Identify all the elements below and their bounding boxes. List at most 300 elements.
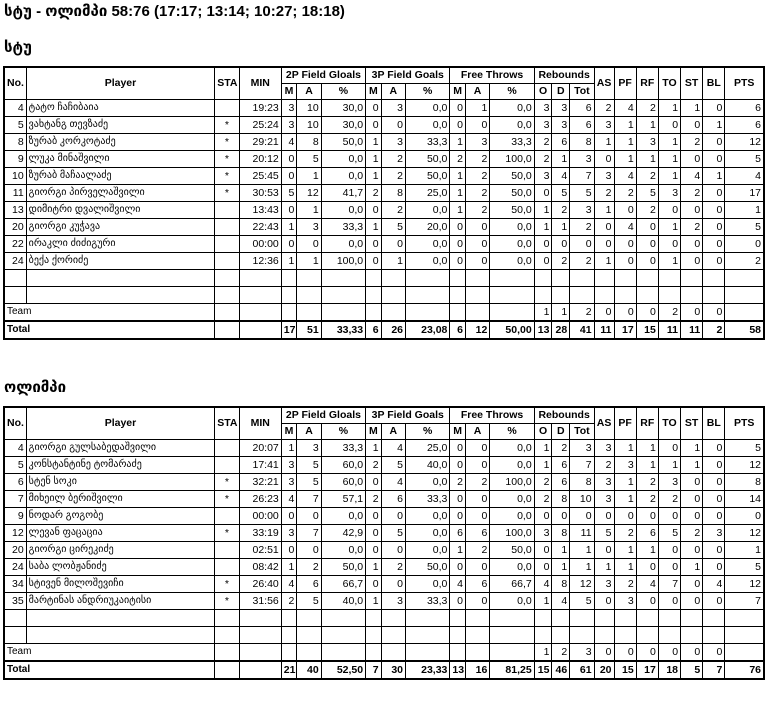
empty-cell xyxy=(281,644,297,662)
stat-cell: 0 xyxy=(636,559,658,576)
player-number: 4 xyxy=(4,100,26,117)
stat-cell: 6 xyxy=(450,321,466,339)
stat-cell: 6 xyxy=(570,100,594,117)
stat-cell: 50,0 xyxy=(406,151,450,168)
empty-cell xyxy=(725,287,764,304)
player-number: 9 xyxy=(4,508,26,525)
stat-cell: 41 xyxy=(570,321,594,339)
player-number: 5 xyxy=(4,457,26,474)
stat-cell: 0 xyxy=(681,542,703,559)
col-header-2p: 2P Field Gloals xyxy=(281,67,365,84)
empty-cell xyxy=(725,627,764,644)
stat-cell: 0 xyxy=(703,202,725,219)
stat-cell: 3 xyxy=(281,474,297,491)
header-row xyxy=(4,407,764,424)
player-name: გიორგი ცირეკიძე xyxy=(26,542,215,559)
stat-cell: 1 xyxy=(552,304,570,322)
empty-cell xyxy=(366,304,382,322)
stat-cell: 4 xyxy=(614,168,636,185)
player-name: ნოდარ გოგობე xyxy=(26,508,215,525)
empty-cell xyxy=(321,270,365,287)
stat-cell: 40,0 xyxy=(406,457,450,474)
empty-cell xyxy=(681,270,703,287)
stat-cell: 2 xyxy=(381,151,405,168)
stat-cell: 12 xyxy=(725,134,764,151)
player-name: ლუკა მინაშვილი xyxy=(26,151,215,168)
stat-cell: 0 xyxy=(703,474,725,491)
empty-cell xyxy=(552,610,570,627)
player-row xyxy=(4,508,764,525)
stat-cell: 0 xyxy=(450,100,466,117)
stat-cell: 1 xyxy=(534,304,552,322)
stat-cell: 2 xyxy=(725,253,764,270)
stat-cell: 2 xyxy=(450,474,466,491)
stat-cell: 0 xyxy=(450,236,466,253)
starter-mark xyxy=(215,457,239,474)
col-header-no: No. xyxy=(4,67,26,100)
stat-cell: 17 xyxy=(725,185,764,202)
player-name: სტივენ მილოშევიჩი xyxy=(26,576,215,593)
stat-cell: 2 xyxy=(570,253,594,270)
stat-cell: 20,0 xyxy=(406,219,450,236)
stat-cell: 0 xyxy=(681,304,703,322)
stat-cell: 11 xyxy=(594,321,614,339)
stat-cell: 1 xyxy=(703,117,725,134)
stat-cell: 2 xyxy=(381,202,405,219)
stat-cell: 2 xyxy=(681,185,703,202)
col-subheader-m: M xyxy=(281,424,297,440)
empty-cell xyxy=(215,644,239,662)
stat-cell: 0 xyxy=(614,508,636,525)
stat-cell: 1 xyxy=(366,219,382,236)
stat-cell: 22:43 xyxy=(239,219,281,236)
stat-cell: 1 xyxy=(366,593,382,610)
stat-cell: 0 xyxy=(366,508,382,525)
stat-cell: 3 xyxy=(465,134,489,151)
stat-cell: 4 xyxy=(450,576,466,593)
stat-cell: 3 xyxy=(614,593,636,610)
stat-cell: 1 xyxy=(281,219,297,236)
player-number: 20 xyxy=(4,542,26,559)
stat-cell: 0 xyxy=(703,440,725,457)
stat-cell: 66,7 xyxy=(321,576,365,593)
col-header-to: TO xyxy=(658,67,680,100)
col-header-pts: PTS xyxy=(725,407,764,440)
blank-row xyxy=(4,627,764,644)
stat-cell: 30 xyxy=(381,661,405,679)
stat-cell: 1 xyxy=(725,202,764,219)
stat-cell: 5 xyxy=(297,457,321,474)
col-header-as: AS xyxy=(594,407,614,440)
player-row xyxy=(4,134,764,151)
stat-cell: 1 xyxy=(658,151,680,168)
stat-cell: 0,0 xyxy=(321,236,365,253)
empty-cell xyxy=(297,610,321,627)
total-row-label: Total xyxy=(4,661,215,679)
stat-cell: 1 xyxy=(570,542,594,559)
player-row xyxy=(4,559,764,576)
stat-cell: 3 xyxy=(552,100,570,117)
stat-cell: 0 xyxy=(594,236,614,253)
empty-cell xyxy=(703,610,725,627)
player-number: 6 xyxy=(4,474,26,491)
player-name: ლევან ფაცაცია xyxy=(26,525,215,542)
stat-cell: 2 xyxy=(281,593,297,610)
stat-cell: 2 xyxy=(465,542,489,559)
player-row xyxy=(4,440,764,457)
stat-cell: 1 xyxy=(552,219,570,236)
stat-cell: 0 xyxy=(658,236,680,253)
player-row xyxy=(4,185,764,202)
empty-cell xyxy=(26,270,215,287)
col-subheader-a: A xyxy=(297,424,321,440)
stat-cell: 1 xyxy=(534,202,552,219)
stat-cell: 7 xyxy=(725,593,764,610)
box-score-table-home xyxy=(3,66,765,340)
stat-cell: 0 xyxy=(381,236,405,253)
stat-cell: 0 xyxy=(465,117,489,134)
empty-cell xyxy=(658,287,680,304)
stat-cell: 1 xyxy=(297,253,321,270)
empty-cell xyxy=(534,610,552,627)
stat-cell: 0 xyxy=(366,576,382,593)
stat-cell: 1 xyxy=(552,151,570,168)
stat-cell: 1 xyxy=(366,134,382,151)
empty-cell xyxy=(465,270,489,287)
stat-cell: 0 xyxy=(465,559,489,576)
col-header-player: Player xyxy=(26,67,215,100)
col-subheader-o: O xyxy=(534,84,552,100)
stat-cell: 3 xyxy=(594,168,614,185)
stat-cell: 0 xyxy=(552,236,570,253)
stat-cell: 3 xyxy=(614,457,636,474)
stat-cell: 1 xyxy=(594,134,614,151)
stat-cell: 1 xyxy=(534,644,552,662)
stat-cell: 0,0 xyxy=(490,559,534,576)
stat-cell: 3 xyxy=(570,440,594,457)
empty-cell xyxy=(450,610,466,627)
empty-cell xyxy=(636,627,658,644)
stat-cell: 13 xyxy=(534,321,552,339)
stat-cell: 0 xyxy=(703,644,725,662)
stat-cell: 1 xyxy=(450,168,466,185)
stat-cell: 17 xyxy=(614,321,636,339)
stat-cell: 1 xyxy=(658,219,680,236)
empty-cell xyxy=(725,610,764,627)
stat-cell: 2 xyxy=(552,202,570,219)
stat-cell: 4 xyxy=(614,100,636,117)
stat-cell: 2 xyxy=(381,168,405,185)
stat-cell: 0 xyxy=(381,117,405,134)
stat-cell: 0 xyxy=(681,253,703,270)
stat-cell: 0 xyxy=(681,644,703,662)
stat-cell: 13:43 xyxy=(239,202,281,219)
stat-cell: 23,08 xyxy=(406,321,450,339)
stat-cell: 0 xyxy=(465,491,489,508)
empty-cell xyxy=(725,304,764,322)
stat-cell: 2 xyxy=(570,304,594,322)
stat-cell: 8 xyxy=(552,576,570,593)
stat-cell: 4 xyxy=(552,593,570,610)
col-header-to: TO xyxy=(658,407,680,440)
stat-cell: 0 xyxy=(366,100,382,117)
stat-cell: 0 xyxy=(450,440,466,457)
stat-cell: 33:19 xyxy=(239,525,281,542)
empty-cell xyxy=(570,287,594,304)
stat-cell: 1 xyxy=(725,542,764,559)
stat-cell: 0 xyxy=(594,508,614,525)
empty-cell xyxy=(490,270,534,287)
col-header-ft: Free Throws xyxy=(450,67,534,84)
empty-cell xyxy=(281,610,297,627)
empty-cell xyxy=(215,304,239,322)
stat-cell: 8 xyxy=(552,525,570,542)
col-header-st: ST xyxy=(681,67,703,100)
starter-mark xyxy=(215,440,239,457)
stat-cell: 0 xyxy=(366,236,382,253)
stat-cell: 3 xyxy=(281,100,297,117)
stat-cell: 00:00 xyxy=(239,236,281,253)
stat-cell: 0 xyxy=(658,593,680,610)
stat-cell: 0 xyxy=(725,236,764,253)
stat-cell: 5 xyxy=(636,185,658,202)
stat-cell: 5 xyxy=(594,525,614,542)
stat-cell: 3 xyxy=(570,151,594,168)
stat-cell: 6 xyxy=(465,576,489,593)
col-header-pf: PF xyxy=(614,67,636,100)
stat-cell: 4 xyxy=(552,168,570,185)
stat-cell: 5 xyxy=(297,593,321,610)
player-number: 24 xyxy=(4,253,26,270)
stat-cell: 0 xyxy=(703,151,725,168)
stat-cell: 1 xyxy=(534,219,552,236)
player-name: კონსტანტინე ტომარაძე xyxy=(26,457,215,474)
stat-cell: 33,3 xyxy=(406,491,450,508)
player-row xyxy=(4,474,764,491)
stat-cell: 0,0 xyxy=(406,117,450,134)
stat-cell: 0,0 xyxy=(490,440,534,457)
empty-cell xyxy=(594,627,614,644)
empty-cell xyxy=(215,321,239,339)
stat-cell: 15 xyxy=(534,661,552,679)
empty-cell xyxy=(4,610,26,627)
stat-cell: 33,3 xyxy=(321,440,365,457)
stat-cell: 0 xyxy=(658,508,680,525)
stat-cell: 66,7 xyxy=(490,576,534,593)
empty-cell xyxy=(239,304,281,322)
stat-cell: 5 xyxy=(381,525,405,542)
stat-cell: 1 xyxy=(381,253,405,270)
stat-cell: 0 xyxy=(681,593,703,610)
stat-cell: 50,0 xyxy=(490,185,534,202)
stat-cell: 58 xyxy=(725,321,764,339)
col-header-bl: BL xyxy=(703,67,725,100)
stat-cell: 2 xyxy=(703,321,725,339)
stat-cell: 0 xyxy=(636,508,658,525)
stat-cell: 12:36 xyxy=(239,253,281,270)
stat-cell: 0 xyxy=(366,525,382,542)
stat-cell: 1 xyxy=(614,559,636,576)
stat-cell: 61 xyxy=(570,661,594,679)
stat-cell: 3 xyxy=(281,457,297,474)
stat-cell: 1 xyxy=(658,457,680,474)
stat-cell: 2 xyxy=(450,151,466,168)
stat-cell: 3 xyxy=(534,100,552,117)
stat-cell: 0 xyxy=(681,151,703,168)
stat-cell: 1 xyxy=(450,542,466,559)
total-row xyxy=(4,321,764,339)
empty-cell xyxy=(215,610,239,627)
player-row xyxy=(4,168,764,185)
stat-cell: 25:45 xyxy=(239,168,281,185)
player-name: გიორგი პირველაშვილი xyxy=(26,185,215,202)
stat-cell: 1 xyxy=(658,253,680,270)
player-name: დიმიტრი დვალიშვილი xyxy=(26,202,215,219)
stat-cell: 02:51 xyxy=(239,542,281,559)
player-number: 8 xyxy=(4,134,26,151)
stat-cell: 1 xyxy=(614,440,636,457)
stat-cell: 6 xyxy=(552,457,570,474)
player-row xyxy=(4,236,764,253)
col-subheader-a: A xyxy=(381,84,405,100)
stat-cell: 6 xyxy=(465,525,489,542)
col-header-rf: RF xyxy=(636,67,658,100)
stat-cell: 1 xyxy=(552,542,570,559)
stat-cell: 13 xyxy=(450,661,466,679)
col-header-sta: STA xyxy=(215,407,239,440)
empty-cell xyxy=(534,287,552,304)
stat-cell: 0 xyxy=(703,100,725,117)
empty-cell xyxy=(26,627,215,644)
stat-cell: 28 xyxy=(552,321,570,339)
col-subheader-pct: % xyxy=(490,84,534,100)
stat-cell: 0,0 xyxy=(406,525,450,542)
stat-cell: 0 xyxy=(534,236,552,253)
empty-cell xyxy=(239,644,281,662)
empty-cell xyxy=(636,270,658,287)
stat-cell: 15 xyxy=(614,661,636,679)
stat-cell: 6 xyxy=(552,134,570,151)
player-name: ირაკლი ძიძიგური xyxy=(26,236,215,253)
stat-cell: 0 xyxy=(465,236,489,253)
empty-cell xyxy=(406,644,450,662)
stat-cell: 1 xyxy=(614,474,636,491)
stat-cell: 3 xyxy=(281,525,297,542)
stat-cell: 1 xyxy=(552,559,570,576)
stat-cell: 50,0 xyxy=(321,559,365,576)
stat-cell: 0 xyxy=(281,202,297,219)
stat-cell: 1 xyxy=(366,168,382,185)
stat-cell: 31:56 xyxy=(239,593,281,610)
player-number: 34 xyxy=(4,576,26,593)
blank-row xyxy=(4,610,764,627)
stat-cell: 0 xyxy=(658,117,680,134)
stat-cell: 0 xyxy=(594,644,614,662)
stat-cell: 0 xyxy=(658,440,680,457)
stat-cell: 20:12 xyxy=(239,151,281,168)
team-row xyxy=(4,644,764,662)
stat-cell: 0 xyxy=(381,542,405,559)
box-score-table-away xyxy=(3,406,765,680)
stat-cell: 32:21 xyxy=(239,474,281,491)
stat-cell: 0 xyxy=(614,253,636,270)
stat-cell: 2 xyxy=(681,134,703,151)
team-row xyxy=(4,304,764,322)
stat-cell: 51 xyxy=(297,321,321,339)
empty-cell xyxy=(239,321,281,339)
stat-cell: 23,33 xyxy=(406,661,450,679)
stat-cell: 5 xyxy=(281,185,297,202)
stat-cell: 3 xyxy=(594,474,614,491)
empty-cell xyxy=(4,287,26,304)
empty-cell xyxy=(297,270,321,287)
empty-cell xyxy=(570,270,594,287)
stat-cell: 1 xyxy=(570,559,594,576)
stat-cell: 1 xyxy=(614,134,636,151)
empty-cell xyxy=(406,270,450,287)
stat-cell: 0 xyxy=(614,304,636,322)
stat-cell: 0 xyxy=(465,457,489,474)
stat-cell: 6 xyxy=(381,491,405,508)
stat-cell: 0,0 xyxy=(406,253,450,270)
stat-cell: 0,0 xyxy=(321,542,365,559)
stat-cell: 3 xyxy=(703,525,725,542)
stat-cell: 0 xyxy=(534,253,552,270)
stat-cell: 8 xyxy=(552,491,570,508)
stat-cell: 50,0 xyxy=(406,559,450,576)
stat-cell: 0,0 xyxy=(490,117,534,134)
stat-cell: 26:40 xyxy=(239,576,281,593)
stat-cell: 100,0 xyxy=(490,151,534,168)
col-subheader-m: M xyxy=(450,424,466,440)
stat-cell: 1 xyxy=(614,491,636,508)
stat-cell: 33,3 xyxy=(406,593,450,610)
stat-cell: 10 xyxy=(297,100,321,117)
stat-cell: 12 xyxy=(570,576,594,593)
stat-cell: 2 xyxy=(636,168,658,185)
stat-cell: 0 xyxy=(450,491,466,508)
stat-cell: 2 xyxy=(534,491,552,508)
stat-cell: 7 xyxy=(297,525,321,542)
stat-cell: 50,0 xyxy=(406,168,450,185)
stat-cell: 0 xyxy=(450,117,466,134)
stat-cell: 17 xyxy=(281,321,297,339)
stat-cell: 1 xyxy=(281,559,297,576)
empty-cell xyxy=(450,287,466,304)
starter-mark xyxy=(215,508,239,525)
stat-cell: 10 xyxy=(297,117,321,134)
empty-cell xyxy=(614,270,636,287)
empty-cell xyxy=(552,627,570,644)
stat-cell: 1 xyxy=(366,151,382,168)
stat-cell: 0 xyxy=(681,236,703,253)
stat-cell: 0 xyxy=(594,593,614,610)
stat-cell: 0 xyxy=(534,185,552,202)
starter-mark xyxy=(215,253,239,270)
stat-cell: 12 xyxy=(297,185,321,202)
player-number: 35 xyxy=(4,593,26,610)
stat-cell: 1 xyxy=(297,202,321,219)
player-row xyxy=(4,491,764,508)
stat-cell: 30,0 xyxy=(321,100,365,117)
stat-cell: 1 xyxy=(681,100,703,117)
stat-cell: 0 xyxy=(465,219,489,236)
col-subheader-d: D xyxy=(552,84,570,100)
stat-cell: 0 xyxy=(703,559,725,576)
stat-cell: 5 xyxy=(297,474,321,491)
col-header-ft: Free Throws xyxy=(450,407,534,424)
empty-cell xyxy=(297,644,321,662)
